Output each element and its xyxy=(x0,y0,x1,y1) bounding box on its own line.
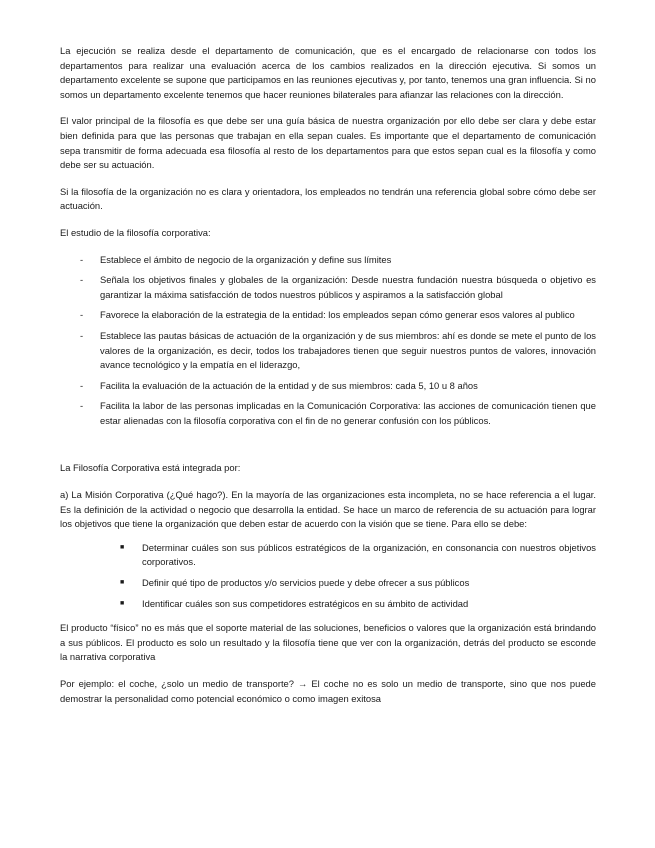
paragraph-integrated-by: La Filosofía Corporativa está integrada por: xyxy=(60,462,241,474)
list-item-text: Definir qué tipo de productos y/o servicios puede y debe ofrecer a sus públicos xyxy=(142,577,470,589)
square-bullet-icon: ■ xyxy=(120,579,125,587)
list-item xyxy=(60,576,596,591)
list-item-text: Establece el ámbito de negocio de la organización y define sus límites xyxy=(100,253,392,265)
document-page xyxy=(60,44,596,706)
list-item-text: Determinar cuáles son sus públicos estratégicos de la organización, en consonancia con nuestros objetivos corporativos. xyxy=(142,541,596,568)
list-item xyxy=(60,597,596,612)
list-item-text: Facilita la labor de las personas implicadas en la Comunicación Corporativa: las acciones de comunicación tienen que estar alienadas con la filosofía corporativa con el fin de no generar confusión con los públicos. xyxy=(100,400,596,426)
list-item xyxy=(60,399,596,428)
list-item-text: Establece las pautas básicas de actuación de la organización y de sus miembros: ahí es donde se mete el punto de los valores de la organización, es decir, todos los trabajadores tienen que seguir nuestros puntos de valores, innovación avance tecnológico y la empatía en el liderazgo, xyxy=(100,329,596,371)
list-item xyxy=(60,253,596,268)
dash-marker: - xyxy=(80,379,84,391)
square-bullet-icon: ■ xyxy=(120,599,125,607)
paragraph-philosophy-value: El valor principal de la filosofía es que debe ser una guía básica de nuestra organización por ello debe ser clara y debe estar bien definida para que las personas que trabajan en ella sepan cuales. Es importante que el departamento de comunicación sepa transmitir de forma adecuada esa filosofía al resto de los departamentos para que estos sepan cual es la filosofía y como debe ser su actuación. xyxy=(60,115,596,171)
list-item xyxy=(60,273,596,302)
paragraph-car-example: Por ejemplo: el coche, ¿solo un medio de transporte? → El coche no es solo un medio de transporte, sino que nos puede demostrar la personalidad como potencial económico o como imagen exitosa xyxy=(60,678,596,704)
paragraph-corporate-mission: a) La Misión Corporativa (¿Qué hago?). En la mayoría de las organizaciones esta incompleta, no se hace referencia a el lugar. Es la definición de la actividad o negocio que desarrolla la entidad. Se hace un marco de referencia de su actuación para lograr los objetivos que tiene la organización que deben estar de acuerdo con la visión que se tiene. Para ello se debe: xyxy=(60,489,596,530)
dash-marker: - xyxy=(80,309,84,321)
dash-marker: - xyxy=(80,253,84,265)
paragraph-study-heading: El estudio de la filosofía corporativa: xyxy=(60,226,211,238)
dash-marker: - xyxy=(80,400,84,412)
list-item-text: Favorece la elaboración de la estrategia de la entidad: los empleados sepan cómo generar esos valores al publico xyxy=(100,309,575,321)
list-item-text: Facilita la evaluación de la actuación de la entidad y de sus miembros: cada 5, 10 u 8 años xyxy=(100,379,478,391)
paragraph-unclear-philosophy: Si la filosofía de la organización no es clara y orientadora, los empleados no tendrán una referencia global sobre cómo debe ser actuación. xyxy=(60,185,596,212)
list-item-text: Identificar cuáles son sus competidores estratégicos en su ámbito de actividad xyxy=(142,597,469,609)
dash-marker: - xyxy=(80,274,84,286)
square-bullet-icon: ■ xyxy=(120,543,125,551)
list-item xyxy=(60,541,596,570)
dash-marker: - xyxy=(80,329,84,341)
list-item xyxy=(60,379,596,394)
list-item-text: Señala los objetivos finales y globales de la organización: Desde nuestra fundación nuestra búsqueda o objetivo es garantizar la máxima satisfacción de todos nuestros públicos y aspiramos a la satisfacción global xyxy=(100,274,596,300)
philosophy-functions-list xyxy=(60,253,596,429)
list-item xyxy=(60,329,596,373)
paragraph-execution: La ejecución se realiza desde el departamento de comunicación, que es el encargado de relacionarse con todos los departamentos para realizar una evaluación acerca de los cambios realizados en la dirección ejecutiva. Si somos un departamento excelente se supone que participamos en las reuniones ejecutivas y, por tanto, tenemos una gran influencia. Si no somos un departamento excelente tenemos que hacer reuniones bilaterales para afianzar las relaciones con la dirección. xyxy=(60,45,596,100)
paragraph-physical-product: El producto “físico” no es más que el soporte material de las soluciones, beneficios o valores que la organización está brindando a sus públicos. El producto es solo un resultado y la filosofía tiene que ver con la organización, detrás del producto se esconde la narrativa corporativa xyxy=(60,622,596,663)
mission-tasks-list xyxy=(60,541,596,611)
list-item xyxy=(60,308,596,323)
